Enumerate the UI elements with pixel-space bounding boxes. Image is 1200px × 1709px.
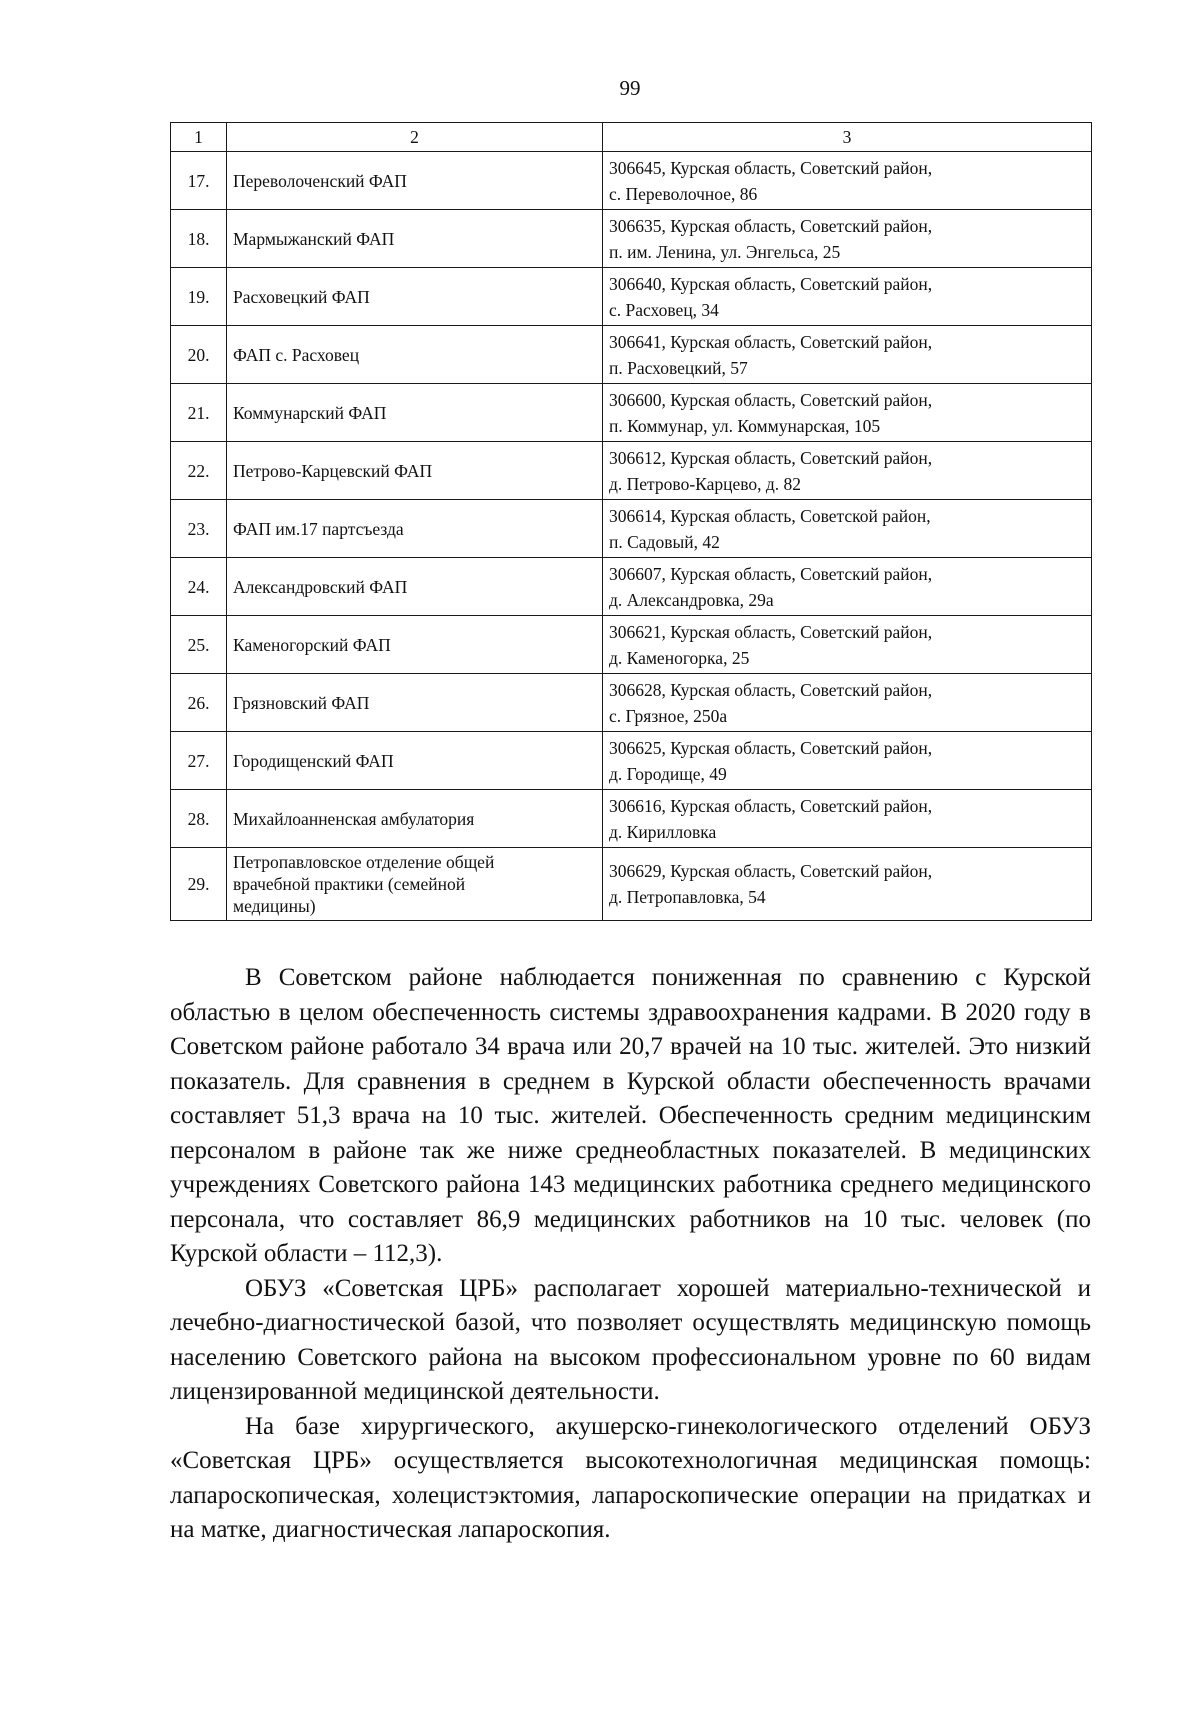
facility-address: [603, 152, 1092, 210]
table-row: [171, 790, 1092, 848]
table-row: [171, 384, 1092, 442]
paragraph-hospital-base: ОБУЗ «Советская ЦРБ» располагает хорошей материально-технической и лечебно-диагностической базой, что позволяет осуществлять медицинскую помощь населению Советского района на высоком профессиональном уровне по 60 видам лицензированной медицинской деятельности.: [170, 1274, 1091, 1405]
facility-name-line: Петропавловское отделение общей: [233, 852, 495, 872]
address-line: 306612, Курская область, Советский район,: [609, 447, 933, 468]
address-line: д. Кирилловка: [609, 821, 717, 842]
facility-address: [603, 732, 1092, 790]
body-text: [170, 961, 1091, 1548]
table-row: [171, 732, 1092, 790]
facility-name: Городищенский ФАП: [227, 732, 603, 790]
facility-name: Расховецкий ФАП: [227, 268, 603, 326]
address-line: 306600, Курская область, Советский район,: [609, 389, 933, 410]
facility-name-line: врачебной практики (семейной: [233, 874, 466, 894]
row-number: 18.: [171, 210, 227, 268]
facility-name: ФАП с. Расховец: [227, 326, 603, 384]
facility-name: ФАП им.17 партсъезда: [227, 500, 603, 558]
address-line: 306640, Курская область, Советский район,: [609, 273, 933, 294]
table-row: [171, 674, 1092, 732]
row-number: 25.: [171, 616, 227, 674]
facility-address: [603, 268, 1092, 326]
facility-name: Каменогорский ФАП: [227, 616, 603, 674]
paragraph-staffing: В Советском районе наблюдается пониженная по сравнению с Курской областью в целом обеспеченность системы здравоохранения кадрами. В 2020 году в Советском районе работало 34 врача или 20,7 врачей на 10 тыс. жителей. Это низкий показатель. Для сравнения в среднем в Курской области обеспеченность врачами составляет 51,3 врача на 10 тыс. жителей. Обеспеченность средним медицинским персоналом в районе так же ниже среднеобластных показателей. В медицинских учреждениях Советского района 143 медицинских работника среднего медицинского персонала, что составляет 86,9 медицинских работников на 10 тыс. человек (по Курской области – 112,3).: [170, 964, 1091, 1267]
address-line: д. Петропавловка, 54: [609, 887, 766, 907]
facility-name: Коммунарский ФАП: [227, 384, 603, 442]
address-line: с. Переволочное, 86: [609, 183, 758, 204]
address-line: д. Александровка, 29а: [609, 589, 774, 610]
facility-address: [603, 326, 1092, 384]
row-number: 24.: [171, 558, 227, 616]
row-number: 23.: [171, 500, 227, 558]
table-row: [171, 616, 1092, 674]
address-line: д. Петрово-Карцево, д. 82: [609, 473, 802, 494]
address-line: д. Городище, 49: [609, 763, 727, 784]
facility-name: Александровский ФАП: [227, 558, 603, 616]
address-line: 306645, Курская область, Советский район,: [609, 157, 933, 178]
row-number: 26.: [171, 674, 227, 732]
facilities-table: [170, 122, 1092, 921]
row-number: 28.: [171, 790, 227, 848]
address-line: 306621, Курская область, Советский район,: [609, 621, 933, 642]
row-number: 19.: [171, 268, 227, 326]
facility-address: [603, 848, 1092, 921]
address-line: 306629, Курская область, Советский район,: [609, 861, 933, 881]
row-number: 22.: [171, 442, 227, 500]
row-number: 27.: [171, 732, 227, 790]
column-header-name: 2: [227, 123, 603, 152]
table-row: [171, 326, 1092, 384]
row-number: 21.: [171, 384, 227, 442]
table-row: [171, 558, 1092, 616]
facility-address: [603, 674, 1092, 732]
facility-name: Михайлоанненская амбулатория: [227, 790, 603, 848]
table-row: [171, 152, 1092, 210]
facility-name-line: медицины): [233, 896, 316, 916]
table-row: [171, 442, 1092, 500]
address-line: 306628, Курская область, Советский район,: [609, 679, 933, 700]
facility-address: [603, 558, 1092, 616]
address-line: 306607, Курская область, Советский район,: [609, 563, 933, 584]
facility-address: [603, 442, 1092, 500]
facility-address: [603, 384, 1092, 442]
address-line: с. Грязное, 250а: [609, 705, 728, 726]
column-header-number: 1: [171, 123, 227, 152]
address-line: 306625, Курская область, Советский район,: [609, 737, 933, 758]
table-row: [171, 210, 1092, 268]
facility-name: Переволоченский ФАП: [227, 152, 603, 210]
facility-address: [603, 790, 1092, 848]
page-number: 99: [619, 76, 641, 100]
table-row: [171, 848, 1092, 921]
table-header-row: [171, 123, 1092, 152]
address-line: 306641, Курская область, Советский район,: [609, 331, 933, 352]
address-line: 306614, Курская область, Советской район,: [609, 505, 931, 526]
facility-name: Мармыжанский ФАП: [227, 210, 603, 268]
address-line: д. Каменогорка, 25: [609, 647, 750, 668]
row-number: 17.: [171, 152, 227, 210]
facility-name: Грязновский ФАП: [227, 674, 603, 732]
address-line: п. Расховецкий, 57: [609, 357, 748, 378]
table-row: [171, 268, 1092, 326]
address-line: с. Расховец, 34: [609, 299, 719, 320]
paragraph-high-tech-care: На базе хирургического, акушерско-гинекологического отделений ОБУЗ «Советская ЦРБ» осуществляется высокотехнологичная медицинская помощь: лапароскопическая, холецистэктомия, лапароскопические операции на придатках и на матке, диагностическая лапароскопия.: [170, 1412, 1091, 1543]
column-header-address: 3: [603, 123, 1092, 152]
address-line: 306616, Курская область, Советский район,: [609, 795, 933, 816]
row-number: 29.: [171, 848, 227, 921]
facility-name: Петрово-Карцевский ФАП: [227, 442, 603, 500]
address-line: 306635, Курская область, Советский район,: [609, 215, 933, 236]
row-number: 20.: [171, 326, 227, 384]
facility-name: [227, 848, 603, 921]
table-row: [171, 500, 1092, 558]
facility-address: [603, 500, 1092, 558]
facility-address: [603, 616, 1092, 674]
address-line: п. Коммунар, ул. Коммунарская, 105: [609, 415, 881, 436]
facility-address: [603, 210, 1092, 268]
address-line: п. им. Ленина, ул. Энгельса, 25: [609, 241, 841, 262]
address-line: п. Садовый, 42: [609, 531, 720, 552]
